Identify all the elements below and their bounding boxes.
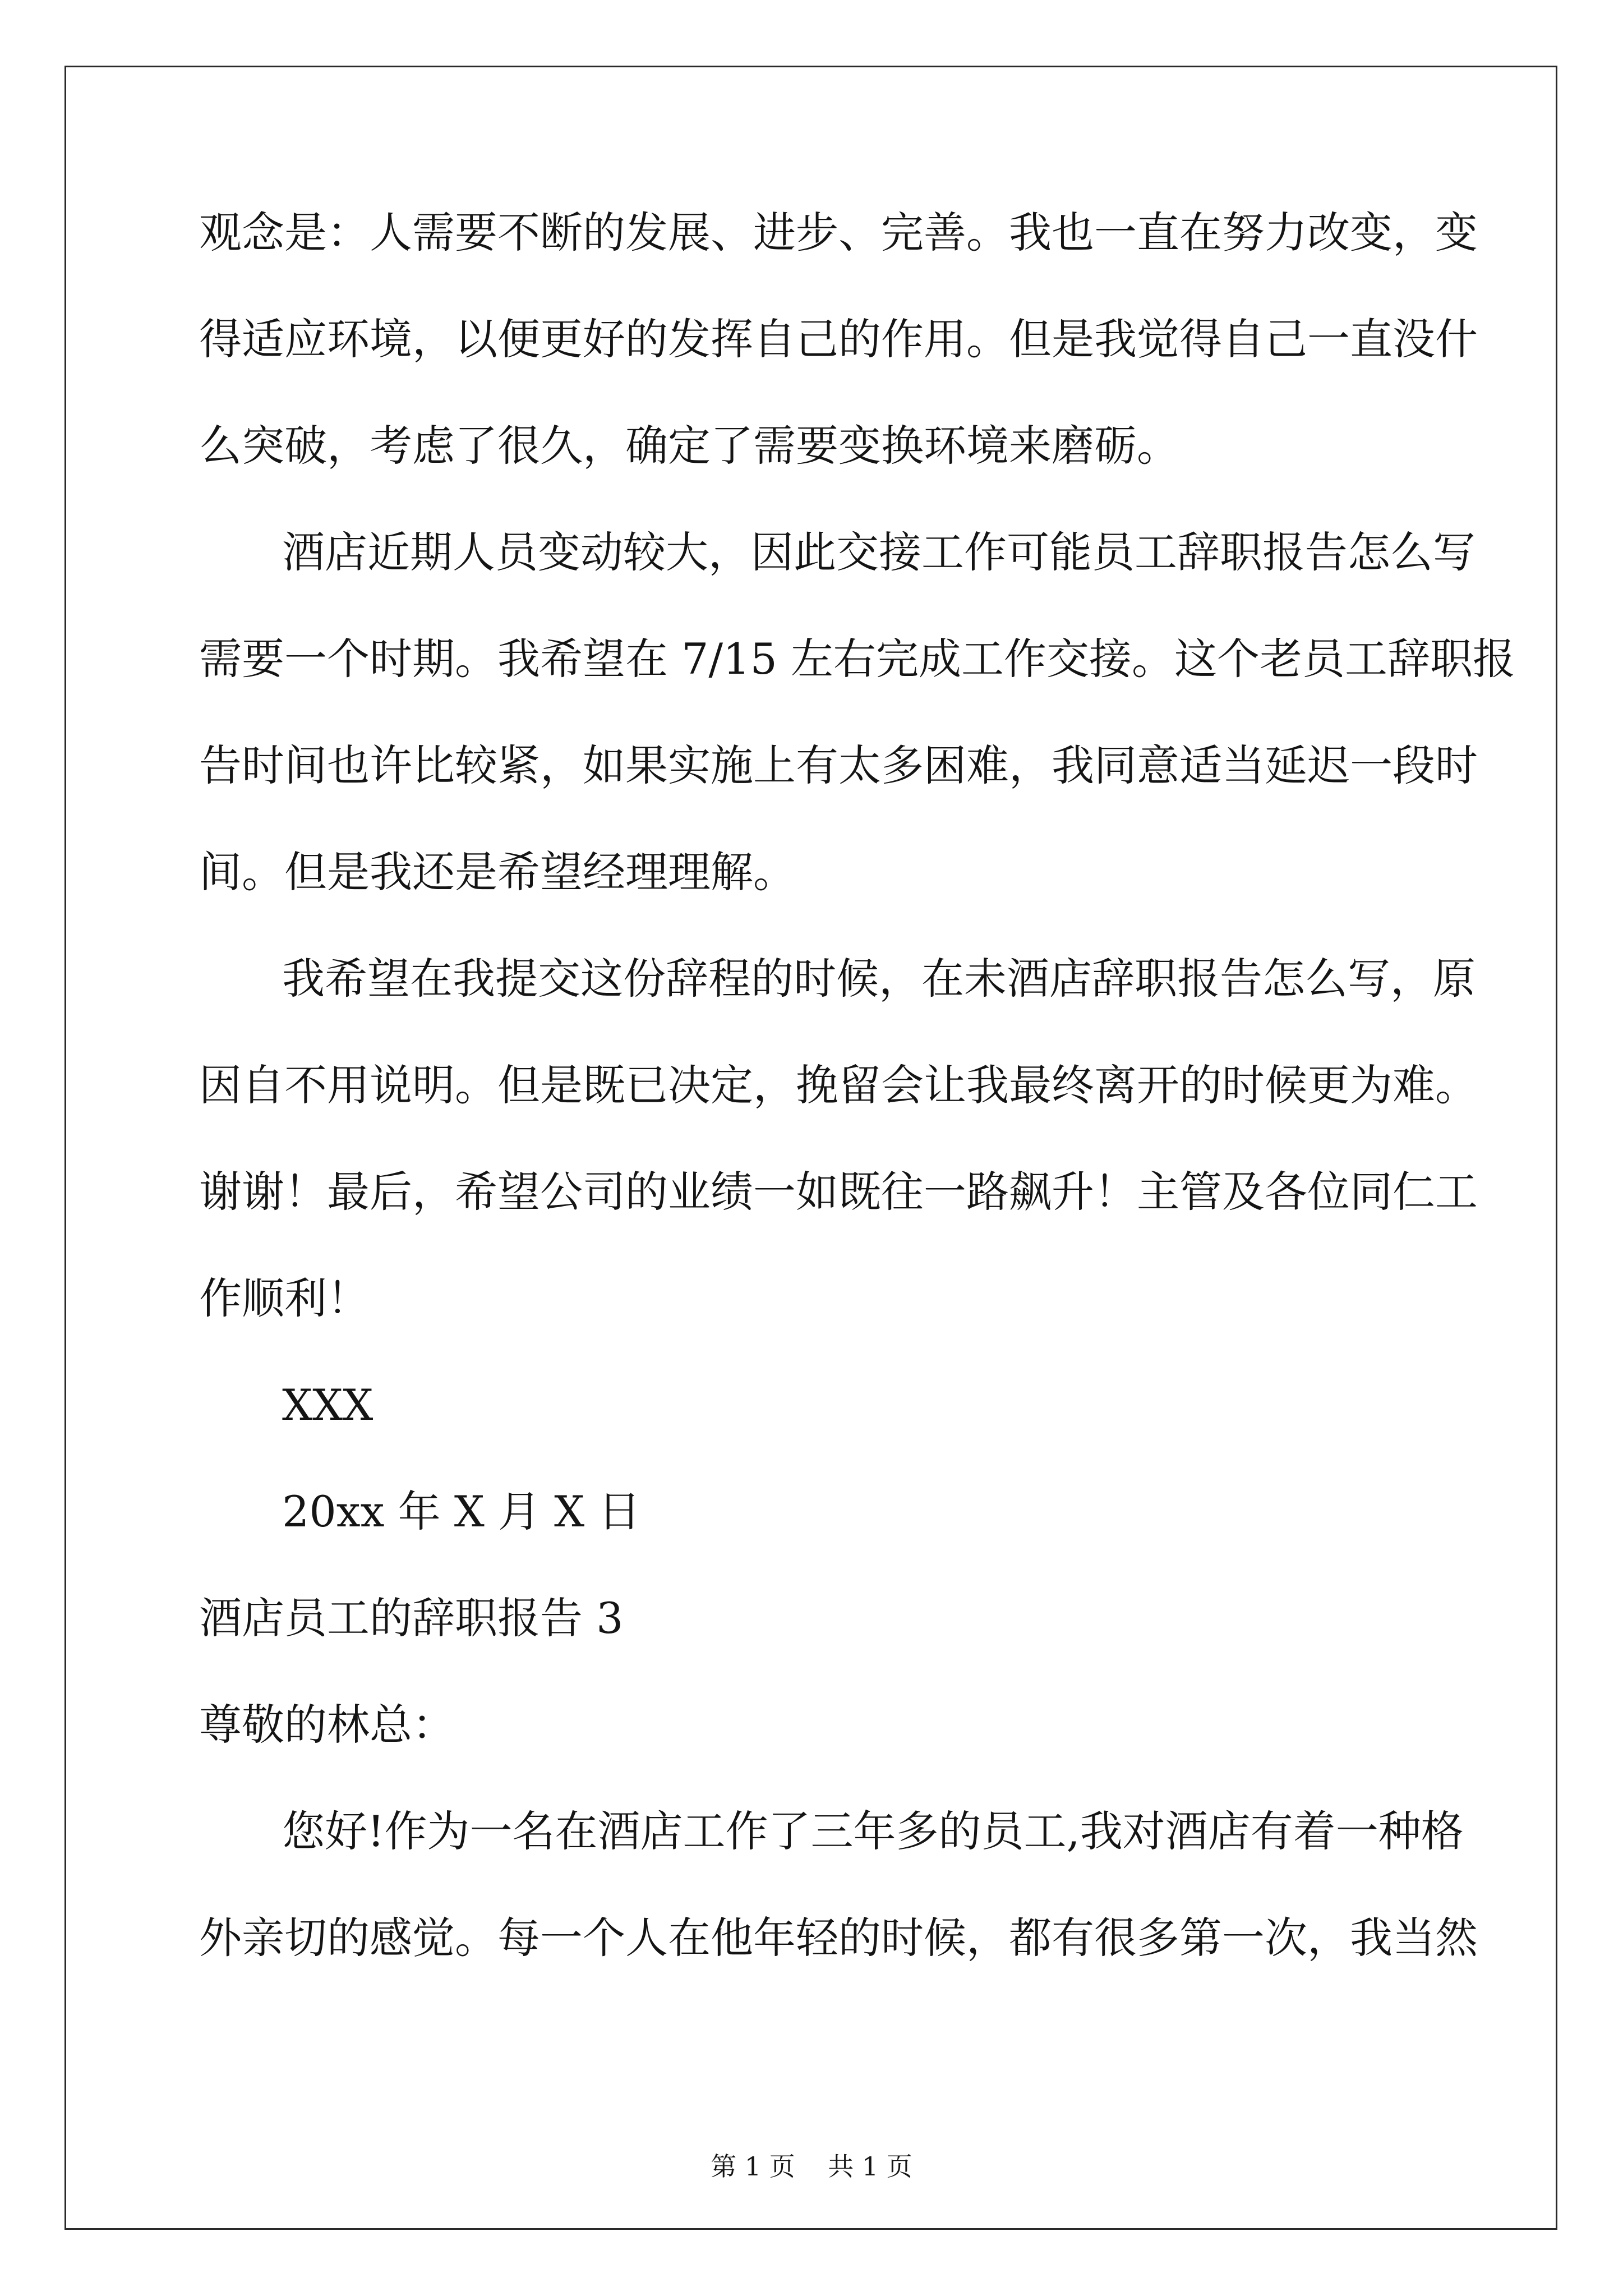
signature-date: 20xx 年 X 月 X 日 [282,1487,641,1536]
page-border [64,66,1557,2230]
body-line: 外亲切的感觉。每一个人在他年轻的时候，都有很多第一次，我当然 [199,1913,1478,1963]
body-line: 酒店近期人员变动较大，因此交接工作可能员工辞职报告怎么写 [282,527,1476,577]
body-line: 需要一个时期。我希望在 7/15 左右完成工作交接。这个老员工辞职报 [199,634,1515,684]
section-title: 酒店员工的辞职报告 3 [199,1593,624,1643]
body-line: 观念是：人需要不断的发展、进步、完善。我也一直在努力改变，变 [199,208,1478,257]
body-line: 谢谢！最后，希望公司的业绩一如既往一路飙升！主管及各位同仁工 [199,1167,1478,1217]
salutation: 尊敬的林总： [199,1700,455,1750]
body-line: 作顺利！ [199,1273,370,1323]
body-line: 么突破，考虑了很久，确定了需要变换环境来磨砺。 [199,421,1179,471]
body-line: 告时间也许比较紧，如果实施上有太多困难，我同意适当延迟一段时 [199,740,1478,790]
signature-name: XXX [282,1380,374,1430]
body-line: 间。但是我还是希望经理理解。 [199,847,796,897]
body-line: 我希望在我提交这份辞程的时候，在未酒店辞职报告怎么写，原 [282,954,1476,1004]
page-footer: 第 1 页 共 1 页 [711,2151,912,2182]
body-line: 因自不用说明。但是既已决定，挽留会让我最终离开的时候更为难。 [199,1060,1478,1110]
body-line: 得适应环境，以便更好的发挥自己的作用。但是我觉得自己一直没什 [199,314,1478,364]
body-line: 您好!作为一名在酒店工作了三年多的员工,我对酒店有着一种格 [282,1806,1464,1856]
